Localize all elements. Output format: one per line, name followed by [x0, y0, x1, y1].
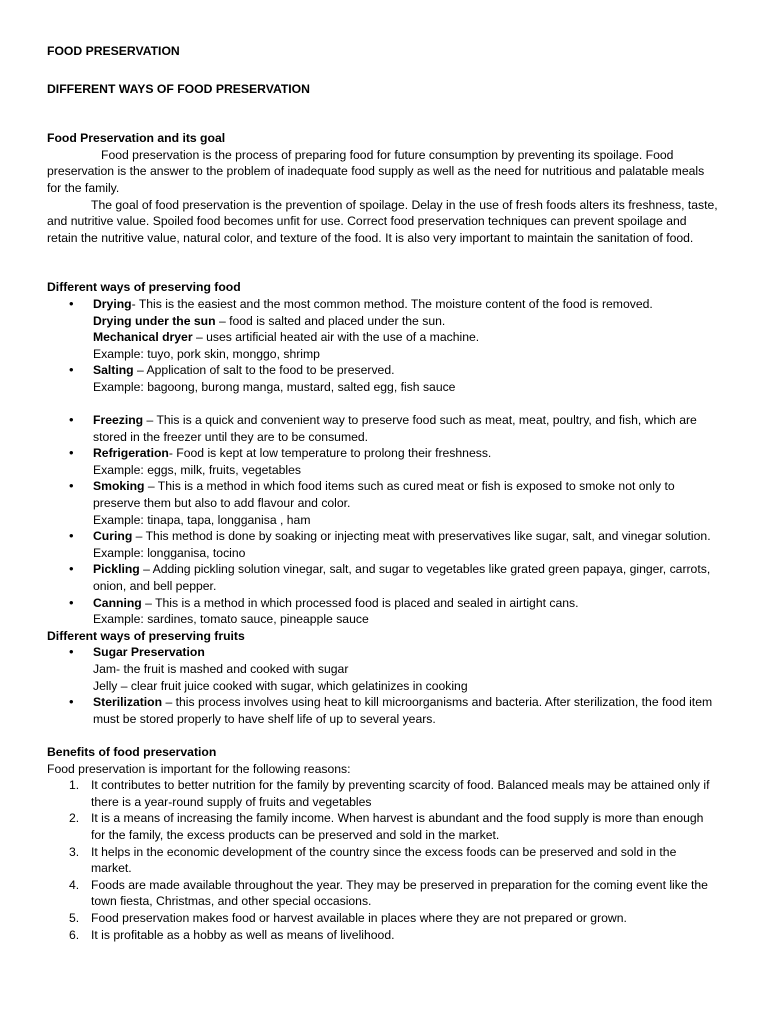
- curing-lead: Curing: [93, 529, 133, 544]
- mechanical-dryer-text: – uses artificial heated air with the use of a machine.: [192, 330, 480, 345]
- list-item-text: Food preservation makes food or harvest available in places where they are not prepared or grown.: [91, 910, 627, 925]
- goal-paragraph-2: The goal of food preservation is the prevention of spoilage. Delay in the use of fresh foods alters its freshness, taste, and nutritive value. Spoiled food becomes unfit for use. Correct food preservation techniques can prevent spoilage and retain the nutritive value, natural color, and texture of the food. It is also very important to maintain the sanitation of food.: [47, 197, 718, 245]
- salting-text: – Application of salt to the food to be preserved.: [133, 363, 395, 378]
- list-item-pickling: [47, 561, 718, 594]
- jam-text: Jam- the fruit is mashed and cooked with sugar: [93, 662, 349, 676]
- list-item-text: It is profitable as a hobby as well as means of livelihood.: [91, 927, 395, 942]
- list-item: [47, 844, 718, 877]
- curing-example: Example: longganisa, tocino: [93, 545, 246, 560]
- freezing-text: – This is a quick and convenient way to preserve food such as meat, meat, poultry, and fish, which are stored in the freezer until they are to be consumed.: [93, 413, 697, 444]
- sterilization-lead: Sterilization: [93, 695, 163, 710]
- list-item: [47, 777, 718, 810]
- list-item: [47, 910, 718, 927]
- canning-lead: Canning: [93, 595, 142, 610]
- refrigeration-text: - Food is kept at low temperature to prolong their freshness.: [168, 446, 492, 461]
- drying-lead: Drying: [93, 296, 132, 311]
- goal-section-heading: Food Preservation and its goal: [47, 131, 226, 146]
- list-item: [47, 810, 718, 843]
- drying-sun-text: – food is salted and placed under the sun.: [215, 313, 446, 328]
- document-title: FOOD PRESERVATION: [47, 44, 180, 58]
- list-item-text: Foods are made available throughout the year. They may be preserved in preparation for the coming event like the town fiesta, Christmas, and other special occasions.: [91, 877, 708, 909]
- benefits-list: [47, 777, 718, 943]
- blank-line: [47, 396, 718, 413]
- pickling-text: – Adding pickling solution vinegar, salt, and sugar to vegetables like grated green papaya, ginger, carrots, onion, and bell pepper.: [93, 562, 711, 594]
- benefits-heading: Benefits of food preservation: [47, 744, 217, 759]
- salting-lead: Salting: [93, 363, 134, 378]
- list-item-text: It contributes to better nutrition for the family by preventing scarcity of food. Balanced meals may be attained only if there is a year-round supply of fruits and vegetables: [91, 778, 710, 809]
- list-item-text: It is a means of increasing the family income. When harvest is abundant and the food supply is more than enough for the family, the excess products can be preserved and sold in the market.: [91, 811, 704, 842]
- list-item-smoking: [47, 478, 718, 528]
- list-number: 1.: [69, 778, 80, 793]
- canning-text: – This is a method in which processed food is placed and sealed in airtight cans.: [141, 595, 579, 610]
- list-number: 6.: [69, 927, 80, 942]
- sugar-lead: Sugar Preservation: [93, 645, 205, 660]
- drying-sun-lead: Drying under the sun: [93, 313, 216, 328]
- list-item-sugar-preservation: [47, 644, 718, 694]
- document-subtitle: DIFFERENT WAYS OF FOOD PRESERVATION: [47, 81, 310, 96]
- list-number: 3.: [69, 844, 80, 859]
- list-item-text: It helps in the economic development of the country since the excess foods can be preserved and sold in the market.: [91, 844, 677, 876]
- smoking-text: – This is a method in which food items such as cured meat or fish is exposed to smoke not only to preserve them but also to add flavour and color.: [93, 479, 675, 511]
- drying-example: Example: tuyo, pork skin, monggo, shrimp: [93, 346, 320, 361]
- canning-example: Example: sardines, tomato sauce, pineapple sauce: [93, 612, 369, 627]
- list-item: [47, 927, 718, 944]
- ways-fruits-heading: Different ways of preserving fruits: [47, 628, 245, 643]
- list-number: 2.: [69, 811, 80, 826]
- list-item-sterilization: [47, 694, 718, 727]
- sterilization-text: – this process involves using heat to kill microorganisms and bacteria. After sterilization, the food item must be stored properly to have shelf life of up to several years.: [93, 695, 713, 726]
- refrigeration-lead: Refrigeration: [93, 446, 169, 461]
- list-item-curing: [47, 528, 718, 561]
- fruit-methods-list: [47, 644, 718, 727]
- list-item-salting: [47, 362, 718, 395]
- list-number: 4.: [69, 877, 80, 892]
- curing-text: – This method is done by soaking or injecting meat with preservatives like sugar, salt, and vinegar solution.: [132, 529, 711, 544]
- list-item-drying: [47, 296, 718, 362]
- list-item-freezing: [47, 412, 718, 445]
- food-methods-list: [47, 296, 718, 396]
- jelly-text: Jelly – clear fruit juice cooked with sugar, which gelatinizes in cooking: [93, 678, 468, 693]
- food-methods-list-2: [47, 412, 718, 628]
- salting-example: Example: bagoong, burong manga, mustard, salted egg, fish sauce: [93, 379, 456, 394]
- smoking-example: Example: tinapa, tapa, longganisa , ham: [93, 512, 311, 527]
- drying-text: - This is the easiest and the most common method. The moisture content of the food is removed.: [131, 296, 653, 311]
- freezing-lead: Freezing: [93, 413, 144, 428]
- list-item: [47, 877, 718, 910]
- list-number: 5.: [69, 910, 80, 925]
- list-item-refrigeration: [47, 445, 718, 478]
- ways-food-heading: Different ways of preserving food: [47, 280, 241, 295]
- benefits-intro: Food preservation is important for the following reasons:: [47, 761, 351, 776]
- list-item-canning: [47, 595, 718, 628]
- pickling-lead: Pickling: [93, 562, 140, 577]
- smoking-lead: Smoking: [93, 479, 145, 494]
- refrigeration-example: Example: eggs, milk, fruits, vegetables: [93, 462, 301, 477]
- goal-paragraph-1: Food preservation is the process of preparing food for future consumption by preventing its spoilage. Food preservation is the answer to the problem of inadequate food supply as well as the need for nutritious and palatable meals for the family.: [47, 147, 705, 195]
- mechanical-dryer-lead: Mechanical dryer: [93, 330, 193, 345]
